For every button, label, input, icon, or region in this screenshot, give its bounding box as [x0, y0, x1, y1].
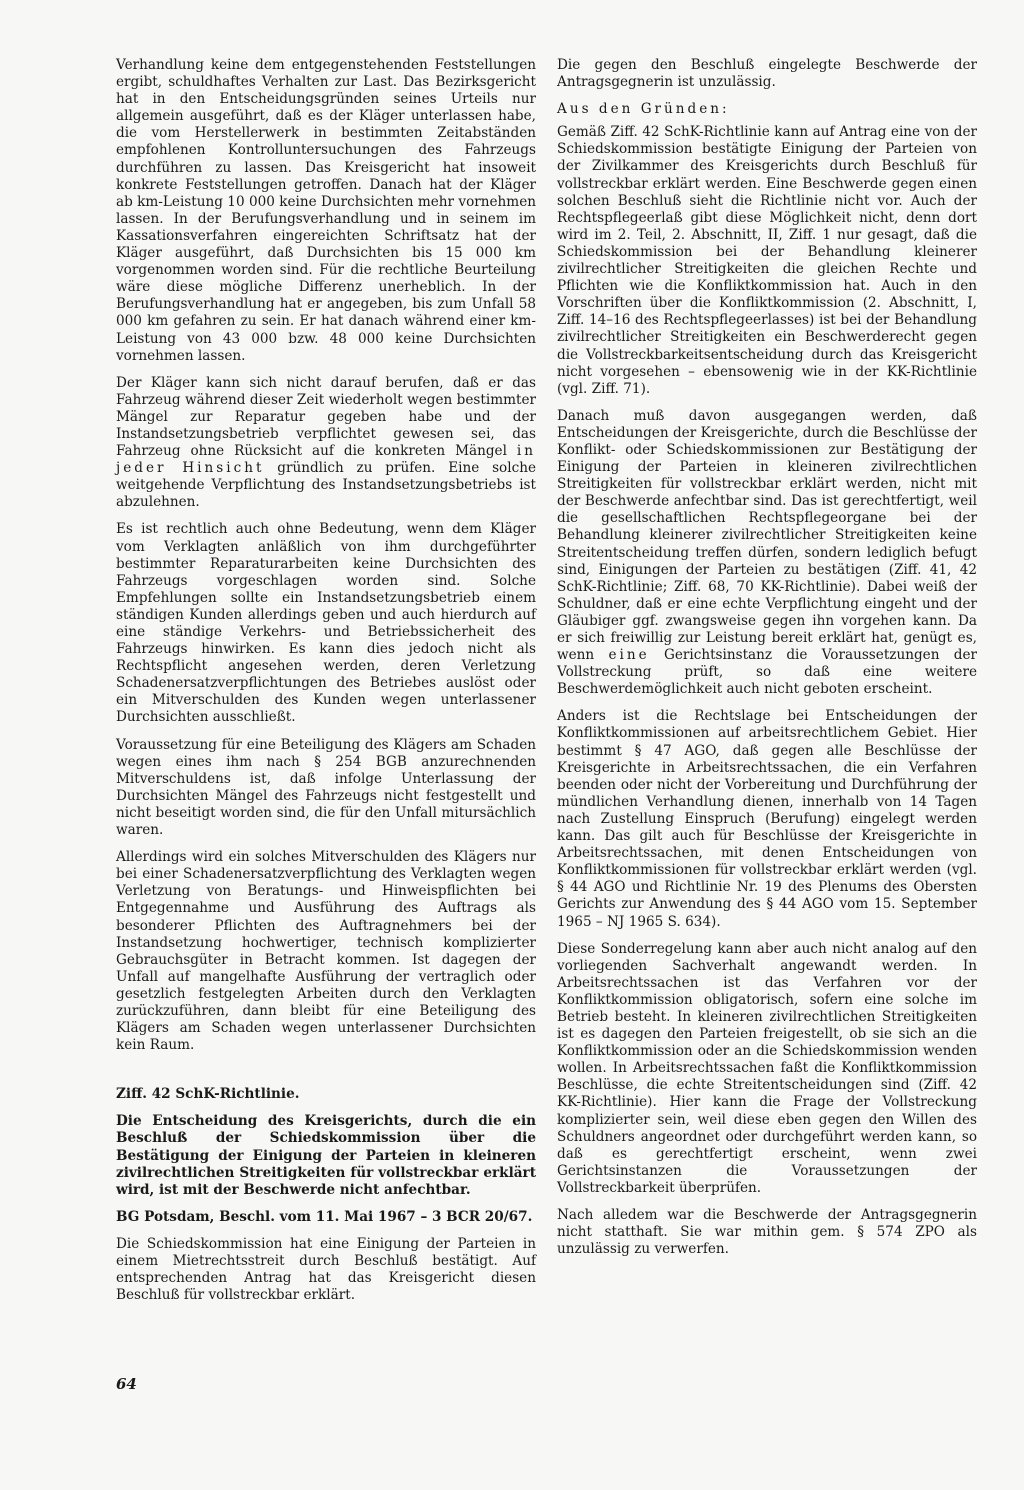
paragraph: Verhandlung keine dem entgegenstehenden Feststellungen ergibt, schuldhaftes Verhalten zur Last. Das Bezirksgericht hat in den Entscheidungsgründen seines Urteils nur allgemein ausgeführt, daß es der Kläger unterlassen habe, die vom Herstellerwerk in bestimmten Zeitabständen empfohlenen Kontrolluntersuchungen des Fahrzeugs durchführen zu lassen. Das Kreisgericht hat insoweit konkrete Feststellungen getroffen. Danach hat der Kläger ab km-Leistung 10 000 keine Durchsichten mehr vornehmen lassen. In der Berufungsverhandlung und in seinem im Kassationsverfahren eingereichten Schriftsatz hat der Kläger ausgeführt, daß Durchsichten bis 15 000 km vorgenommen worden sind. Für die rechtliche Beurteilung wäre diese mögliche Differenz unerheblich. In der Berufungsverhandlung hat er angegeben, bis zum Unfall 58 000 km gefahren zu sein. Er hat danach während einer km-Leistung von 43 000 bzw. 48 000 keine Durchsichten vornehmen lassen. — [116, 57, 536, 364]
reasons-heading: Aus den Gründen: — [557, 101, 730, 118]
paragraph-text: Gerichtsinstanz die Voraussetzungen der Vollstreckung prüft, so daß eine weitere Beschwerdemöglichkeit auch nicht geboten erscheint. — [557, 647, 977, 698]
paragraph-text: Danach muß davon ausgegangen werden, daß Entscheidungen der Kreisgerichte, durch die Beschlüsse der Konflikt- oder Schiedskommissionen zur Bestätigung der Einigung der Parteien in kleineren zivilrechtlichen Streitigkeiten für vollstreckbar erklärt werden, nicht mit der Beschwerde anfechtbar sind. Das ist gerechtfertigt, weil die gesellschaftlichen Rechtspflegeorgane bei der Behandlung kleinerer zivilrechtlicher Streitigkeiten keine Streitentscheidung treffen dürfen, sondern lediglich befugt sind, Einigungen der Parteien zu bestätigen (Ziff. 41, 42 SchK-Richtlinie; Ziff. 68, 70 KK-Richtlinie). Dabei weiß der Schuldner, daß er eine echte Verpflichtung eingeht und der Gläubiger ggf. zwangsweise gegen ihn vorgehen kann. Da er sich freiwillig zur Leistung bereit erklärt hat, genügt es, wenn — [557, 407, 977, 664]
intro-paragraph: Die gegen den Beschluß eingelegte Beschwerde der Antragsgegnerin ist unzulässig. — [557, 57, 977, 91]
left-column — [116, 57, 536, 1314]
facts-paragraph: Die Schiedskommission hat eine Einigung der Parteien in einem Mietrechtsstreit durch Beschluß bestätigt. Auf entsprechenden Antrag hat das Kreisgericht diesen Beschluß für vollstreckbar erklärt. — [116, 1235, 536, 1304]
case-citation: BG Potsdam, Beschl. vom 11. Mai 1967 – 3 BCR 20/67. — [116, 1208, 533, 1225]
section-heading: Ziff. 42 SchK-Richtlinie. — [116, 1086, 300, 1103]
emphasized-text: in jeder Hinsicht — [116, 443, 536, 477]
paragraph: Voraussetzung für eine Beteiligung des Klägers am Schaden wegen eines ihm nach § 254 BGB anzurechnenden Mitverschuldens ist, daß infolge Unterlassung der Durchsichten Mängel des Fahrzeugs nicht festgestellt und nicht beseitigt worden sind, die für den Unfall mitursächlich waren. — [116, 736, 536, 839]
paragraph — [116, 375, 536, 512]
emphasized-text: eine — [608, 647, 650, 664]
paragraph — [557, 408, 977, 699]
paragraph: Diese Sonderregelung kann aber auch nicht analog auf den vorliegenden Sachverhalt angewandt werden. In Arbeitsrechtssachen ist das Verfahren vor der Konfliktkommission obligatorisch, sofern eine solche im Betrieb besteht. In kleineren zivilrechtlichen Streitigkeiten ist es dagegen den Parteien freigestellt, ob sie sich an die Konfliktkommission oder an die Schiedskommission wenden wollen. In Arbeitsrechtssachen faßt die Konfliktkommission Beschlüsse, die echte Streitentscheidungen sind (Ziff. 42 KK-Richtlinie). Hier kann die Frage der Vollstreckung komplizierter sein, weil diese eben gegen den Willen des Schuldners angeordnet oder durchgeführt werden kann, so daß es gerechtfertigt erscheint, wenn zwei Gerichtsinstanzen die Voraussetzungen der Vollstreckbarkeit überprüfen. — [557, 940, 977, 1196]
paragraph: Gemäß Ziff. 42 SchK-Richtlinie kann auf Antrag eine von der Schiedskommission bestätigte Einigung der Parteien von der Zivilkammer des Kreisgerichts durch Beschluß für vollstreckbar erklärt werden. Eine Beschwerde gegen einen solchen Beschluß sieht die Richtlinie nicht vor. Auch der Rechtspflegeerlaß gibt diese Möglichkeit nicht, denn dort wird im 2. Teil, 2. Abschnitt, II, Ziff. 1 nur gesagt, daß die Schiedskommission bei der Behandlung kleinerer zivilrechtlicher Streitigkeiten die gleichen Rechte und Pflichten wie die Konfliktkommission hat. Auch in den Vorschriften über die Konfliktkommission (2. Abschnitt, I, Ziff. 14–16 des Rechtspflegeerlasses) ist bei der Behandlung zivilrechtlicher Streitigkeiten ein Beschwerderecht gegen die Vollstreckbarkeitsentscheidung durch das Kreisgericht nicht vorgesehen – ebensowenig wie in der KK-Richtlinie (vgl. Ziff. 71). — [557, 124, 977, 397]
right-column — [557, 57, 977, 1268]
paragraph: Allerdings wird ein solches Mitverschulden des Klägers nur bei einer Schadenersatzverpflichtung des Verklagten wegen Verletzung von Beratungs- und Hinweispflichten bei Entgegennahme und Ausführung des Auftrags als besonderer Pflichten des Auftragnehmers bei der Instandsetzung hochwertiger, technisch komplizierter Gebrauchsgüter in Betracht kommen. Ist dagegen der Unfall auf mangelhafte Ausführung der vertraglich oder gesetzlich festgelegten Arbeiten durch den Verklagten zurückzuführen, dann bleibt für eine Beteiligung des Klägers am Schaden wegen unterlassener Durchsichten kein Raum. — [116, 849, 536, 1054]
page-number: 64 — [116, 1375, 137, 1393]
section-gap — [116, 1064, 536, 1086]
paragraph: Es ist rechtlich auch ohne Bedeutung, wenn dem Kläger vom Verklagten anläßlich von ihm durchgeführter bestimmter Reparaturarbeiten keine Durchsichten des Fahrzeugs vorgeschlagen worden sind. Solche Empfehlungen sollte ein Instandsetzungsbetrieb einem ständigen Kunden allerdings geben und auch hierdurch auf eine ständige Verkehrs- und Betriebssicherheit des Fahrzeugs hinwirken. Es kann dies jedoch nicht als Rechtspflicht angesehen werden, deren Verletzung Schadenersatzverpflichtungen des Betriebes auslöst oder ein Mitverschulden des Kunden wegen unterlassener Durchsichten ausschließt. — [116, 521, 536, 726]
paragraph-text: gründlich zu prüfen. Eine solche weitgehende Verpflichtung des Instandsetzungsbetriebs ist abzulehnen. — [116, 460, 536, 511]
paragraph: Anders ist die Rechtslage bei Entscheidungen der Konfliktkommissionen auf arbeitsrechtlichem Gebiet. Hier bestimmt § 47 AGO, daß gegen alle Beschlüsse der Kreisgerichte in Arbeitsrechtssachen, die ein Verfahren beenden oder nicht der Vorbereitung und Durchführung der mündlichen Verhandlung dienen, innerhalb von 14 Tagen nach Zustellung Einspruch (Berufung) eingelegt werden kann. Das gilt auch für Beschlüsse der Kreisgerichte in Arbeitsrechtssachen, mit denen Entscheidungen von Konfliktkommissionen für vollstreckbar erklärt werden (vgl. § 44 AGO und Richtlinie Nr. 19 des Plenums des Obersten Gerichts zur Anwendung des § 44 AGO vom 15. September 1965 – NJ 1965 S. 634). — [557, 708, 977, 930]
headnote: Die Entscheidung des Kreisgerichts, durch die ein Beschluß der Schiedskommission über die Bestätigung der Einigung der Parteien in kleineren zivilrechtlichen Streitigkeiten für vollstreckbar erklärt wird, ist mit der Beschwerde nicht anfechtbar. — [116, 1113, 536, 1198]
paragraph: Nach alledem war die Beschwerde der Antragsgegnerin nicht statthaft. Sie war mithin gem. § 574 ZPO als unzulässig zu verwerfen. — [557, 1207, 977, 1258]
paragraph-text: Der Kläger kann sich nicht darauf berufen, daß er das Fahrzeug während dieser Zeit wiederholt wegen bestimmter Mängel zur Reparatur gegeben habe und der Instandsetzungsbetrieb verpflichtet gewesen sei, das Fahrzeug ohne Rücksicht auf die konkreten Mängel — [116, 374, 536, 460]
